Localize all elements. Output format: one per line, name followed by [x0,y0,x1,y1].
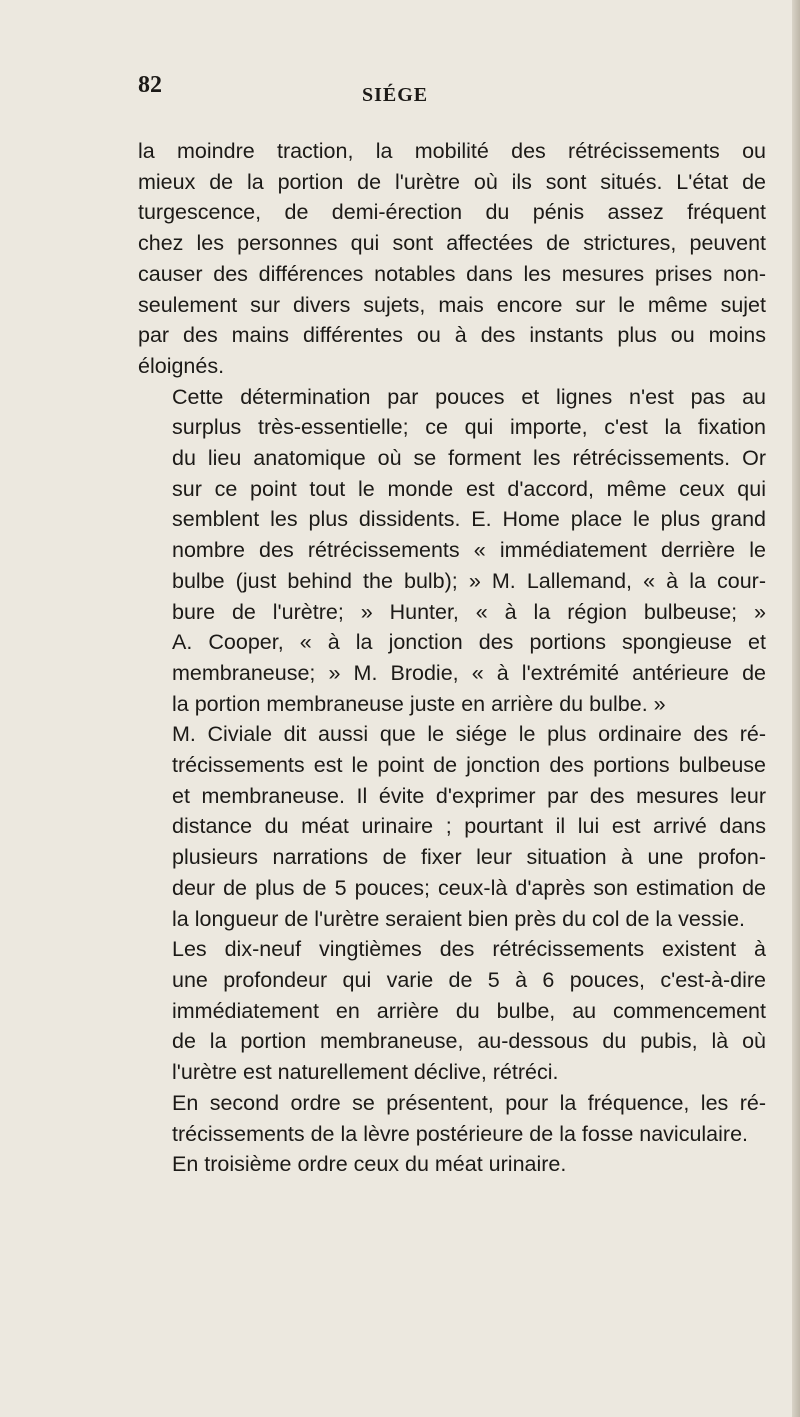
text-line: plusieurs narrations de fixer leur situation à une profon- [172,845,766,870]
text-line: A. Cooper, « à la jonction des portions spongieuse et [172,630,766,655]
text-line: En second ordre se présentent, pour la fréquence, les ré- [172,1090,766,1115]
paragraph [138,382,766,720]
text-line: bure de l'urètre; » Hunter, « à la région bulbeuse; » [172,599,766,624]
text-line: trécissements de la lèvre postérieure de la fosse naviculaire. [172,1121,749,1146]
text-line: et membraneuse. Il évite d'exprimer par des mesures leur [172,783,766,808]
text-line: la moindre traction, la mobilité des rétrécissements ou [138,139,766,163]
text-line: chez les personnes qui sont affectées de strictures, peuvent [138,231,766,256]
text-line: par des mains différentes ou à des instants plus ou moins [138,323,766,348]
paragraph [138,136,766,382]
text-line: de la portion membraneuse, au-dessous du pubis, là où [172,1029,766,1054]
text-line: éloignés. [138,353,225,378]
text-line: la portion membraneuse juste en arrière du bulbe. » [172,691,666,716]
text-line: deur de plus de 5 pouces; ceux-là d'après son estimation de [172,875,766,900]
text-line: nombre des rétrécissements « immédiatement derrière le [172,538,766,563]
paragraph [138,1088,766,1149]
text-line: turgescence, de demi-érection du pénis assez fréquent [138,200,766,225]
text-line: une profondeur qui varie de 5 à 6 pouces, c'est-à-dire [172,967,766,992]
page-edge [792,0,800,1417]
text-line: M. Civiale dit aussi que le siége le plus ordinaire des ré- [172,722,766,747]
text-line: bulbe (just behind the bulb); » M. Lallemand, « à la cour- [172,568,766,593]
text-line: mieux de la portion de l'urètre où ils sont situés. L'état de [138,169,766,194]
paragraph [138,1149,766,1180]
text-line: distance du méat urinaire ; pourtant il lui est arrivé dans [172,814,766,839]
running-head: SIÉGE [362,84,429,106]
text-line: membraneuse; » M. Brodie, « à l'extrémité antérieure de [172,660,766,685]
text-line: du lieu anatomique où se forment les rétrécissements. Or [172,446,766,471]
text-line: surplus très-essentielle; ce qui importe, c'est la fixation [172,415,766,440]
text-line: trécissements est le point de jonction des portions bulbeuse [172,753,766,778]
text-line: l'urètre est naturellement déclive, rétréci. [172,1060,559,1085]
page-header [0,72,792,108]
paragraph [138,719,766,934]
body-text [138,136,766,1180]
text-line: Cette détermination par pouces et lignes n'est pas au [172,384,766,409]
text-line: immédiatement en arrière du bulbe, au commencement [172,998,766,1023]
paragraph [138,934,766,1088]
text-line: causer des différences notables dans les mesures prises non- [138,261,766,286]
text-line: semblent les plus dissidents. E. Home place le plus grand [172,507,766,532]
text-line: seulement sur divers sujets, mais encore sur le même sujet [138,292,766,317]
text-line: sur ce point tout le monde est d'accord, même ceux qui [172,476,766,501]
text-line: la longueur de l'urètre seraient bien près du col de la vessie. [172,906,746,931]
page-number: 82 [138,72,162,98]
text-line: En troisième ordre ceux du méat urinaire. [172,1152,567,1177]
text-line: Les dix-neuf vingtièmes des rétrécissements existent à [172,937,766,962]
